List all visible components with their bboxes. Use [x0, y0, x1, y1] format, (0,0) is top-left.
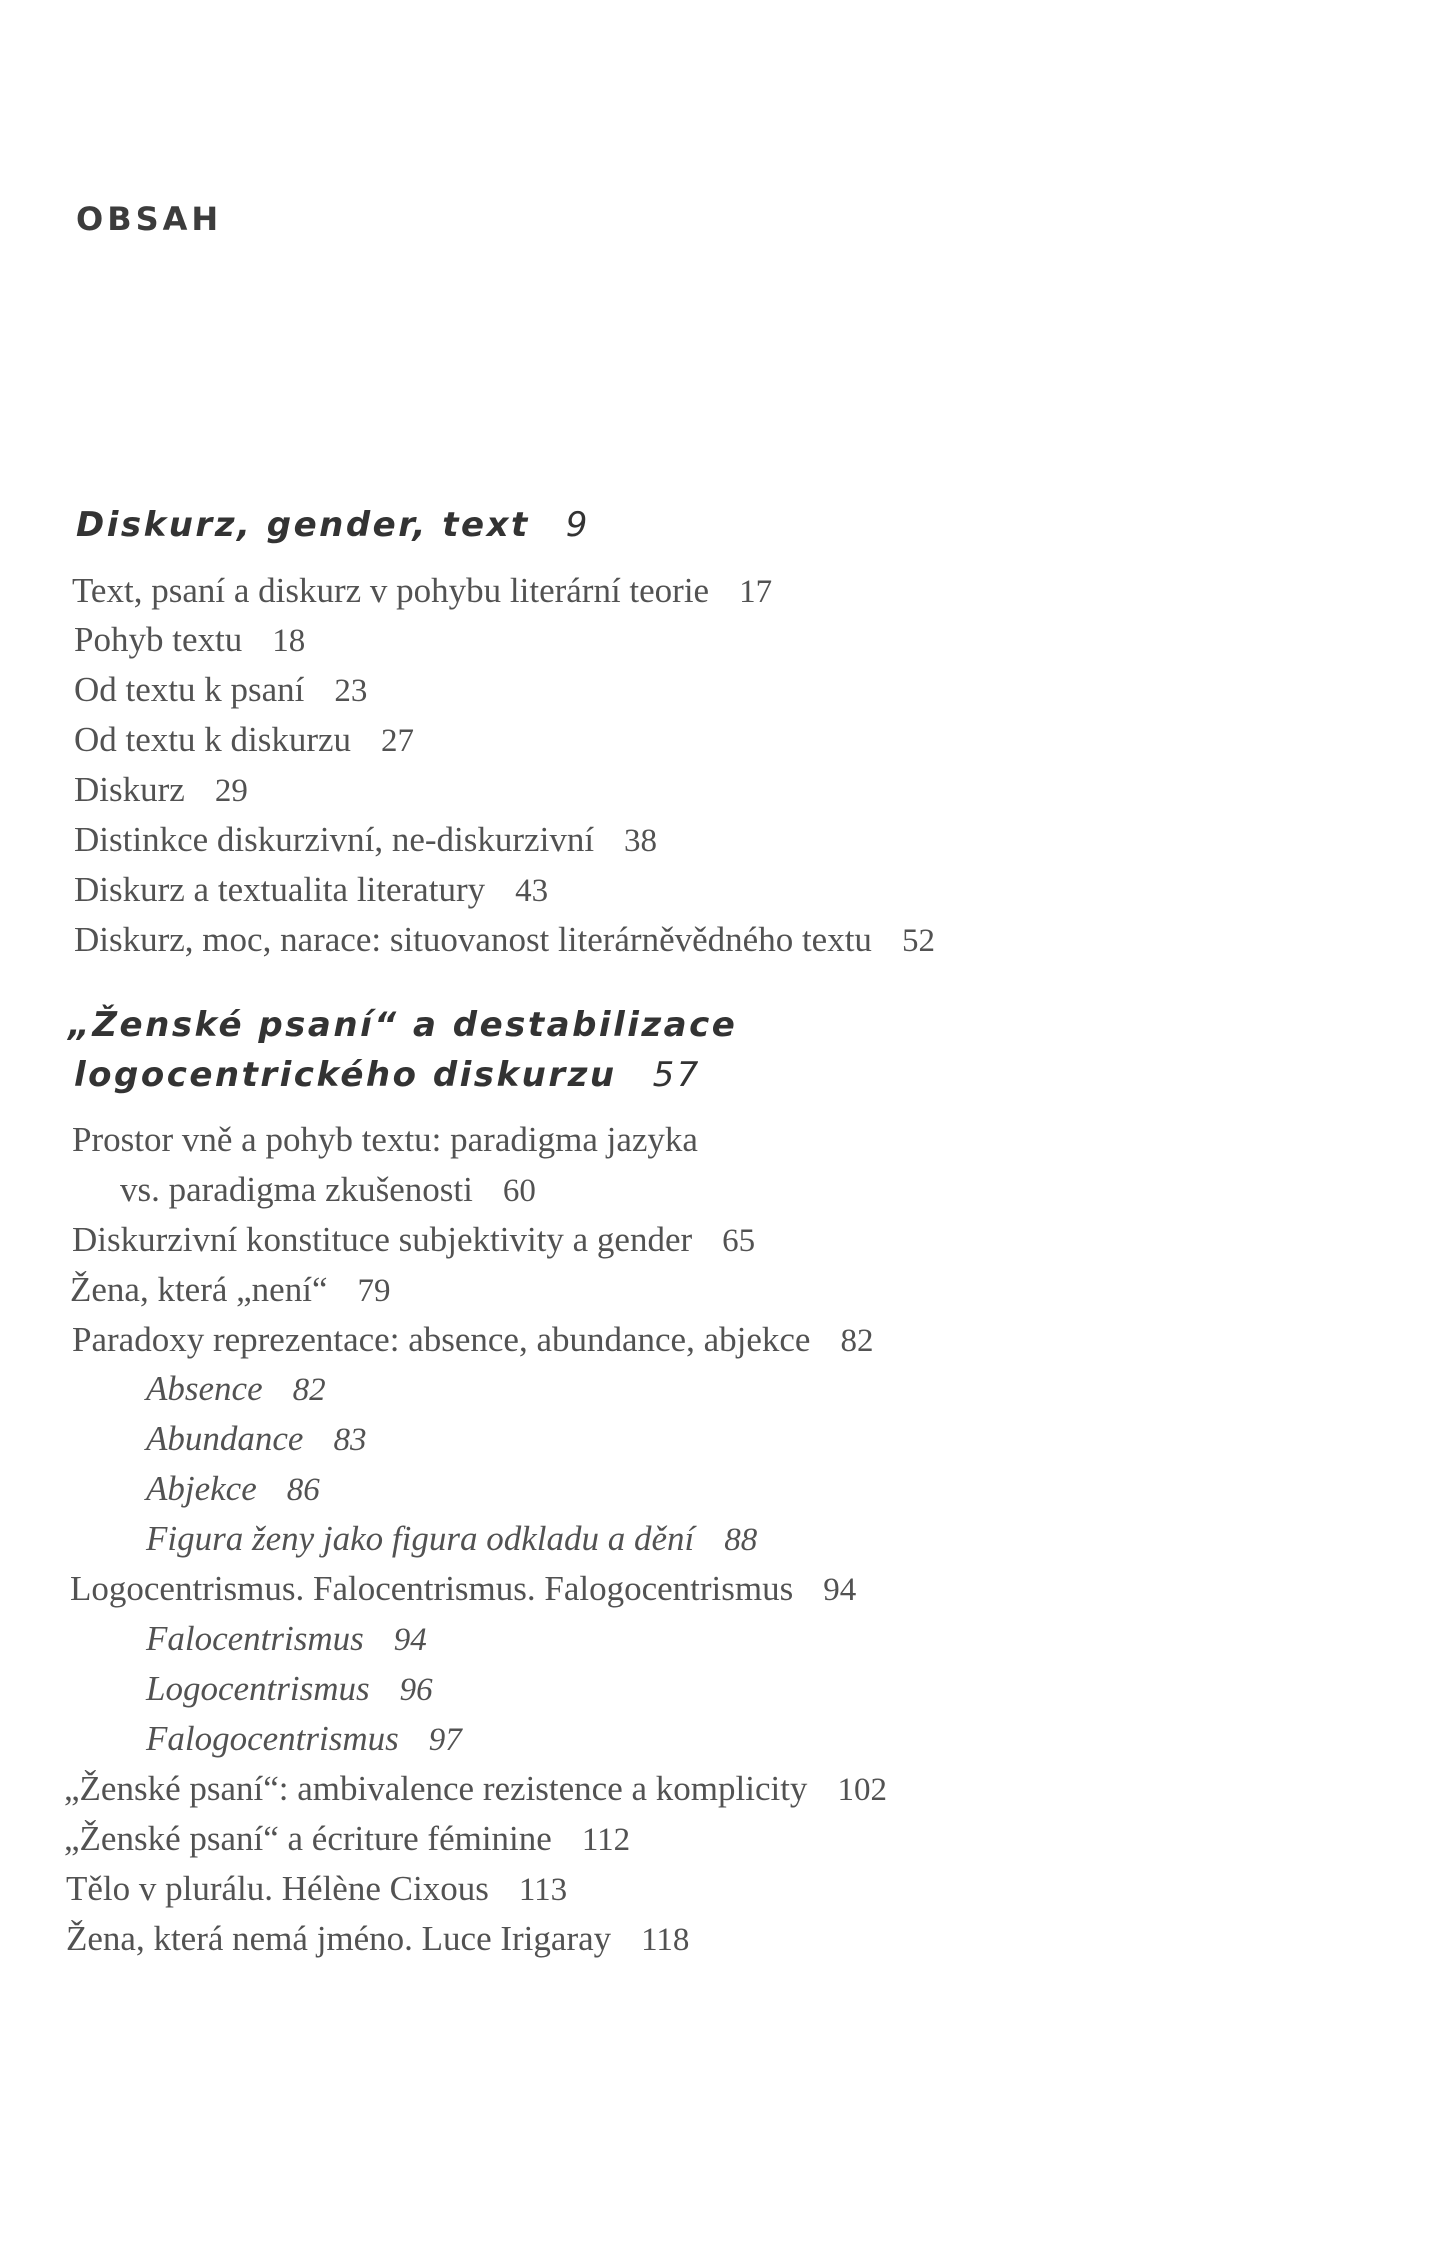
toc-entry-title: Distinkce diskurzivní, ne-diskurzivní	[74, 820, 595, 859]
section-title-2-line1	[68, 1005, 738, 1045]
toc-entry-title: Tělo v plurálu. Hélène Cixous	[66, 1869, 489, 1908]
toc-subentry	[146, 1621, 427, 1657]
toc-entry-page: 97	[428, 1722, 462, 1758]
toc-entry-title: Absence	[146, 1369, 263, 1408]
toc-entry	[66, 1871, 567, 1907]
toc-entry-page: 94	[823, 1572, 857, 1608]
toc-entry-title: Diskurz a textualita literatury	[74, 870, 486, 909]
toc-entry-continuation	[120, 1172, 536, 1208]
toc-entry	[72, 573, 772, 609]
toc-entry-title: Abjekce	[146, 1469, 257, 1508]
toc-entry-title: Text, psaní a diskurz v pohybu literární teorie	[72, 571, 710, 610]
toc-entry	[74, 872, 548, 908]
toc-entry-page: 38	[624, 823, 658, 859]
toc-entry	[74, 622, 305, 658]
toc-entry-title: Logocentrismus. Falocentrismus. Falogocentrismus	[70, 1569, 794, 1608]
toc-entry-page: 82	[292, 1372, 326, 1408]
toc-entry-title: Prostor vně a pohyb textu: paradigma jazyka	[72, 1120, 698, 1159]
toc-entry-page: 113	[518, 1872, 568, 1908]
section-title-text: logocentrického diskurzu	[74, 1055, 617, 1095]
toc-entry-page: 94	[393, 1622, 427, 1658]
toc-entry-title: Diskurz	[74, 770, 185, 809]
toc-entry-page: 118	[641, 1922, 690, 1958]
toc-entry-page: 17	[739, 574, 773, 610]
toc-entry-title: Diskurz, moc, narace: situovanost literárněvědného textu	[74, 920, 872, 959]
toc-entry-title: „Ženské psaní“: ambivalence rezistence a komplicity	[64, 1769, 808, 1808]
toc-entry	[72, 1322, 873, 1358]
toc-entry-title: Paradoxy reprezentace: absence, abundance, abjekce	[72, 1320, 811, 1359]
toc-entry	[74, 822, 657, 858]
toc-entry-page: 86	[286, 1472, 320, 1508]
toc-entry-title: Žena, která nemá jméno. Luce Irigaray	[66, 1919, 612, 1958]
toc-entry	[74, 722, 414, 758]
toc-entry	[72, 1122, 698, 1157]
toc-subentry	[146, 1371, 326, 1407]
toc-entry-page: 65	[722, 1223, 756, 1259]
toc-entry-page: 52	[901, 923, 935, 959]
toc-entry	[74, 922, 935, 958]
toc-entry	[72, 1222, 755, 1258]
toc-entry-title: Falocentrismus	[146, 1619, 364, 1658]
toc-entry-page: 18	[272, 623, 306, 659]
toc-entry-title: Falogocentrismus	[146, 1719, 399, 1758]
toc-entry-page: 29	[214, 773, 248, 809]
toc-entry-title: Pohyb textu	[74, 620, 243, 659]
toc-entry-page: 43	[515, 873, 549, 909]
section-title-1	[76, 505, 590, 545]
toc-entry	[64, 1821, 630, 1857]
toc-entry-page: 23	[334, 673, 368, 709]
toc-entry-page: 96	[399, 1672, 433, 1708]
toc-entry	[70, 1571, 856, 1607]
toc-subentry	[146, 1471, 320, 1507]
toc-entry	[64, 1771, 887, 1807]
toc-entry-title: Logocentrismus	[146, 1669, 370, 1708]
toc-entry-title: Žena, která „není“	[70, 1270, 328, 1309]
section-title-text: „Ženské psaní“ a destabilizace	[68, 1005, 738, 1045]
toc-entry	[66, 1921, 689, 1957]
toc-subentry	[146, 1521, 757, 1557]
toc-entry-title: Od textu k diskurzu	[74, 720, 352, 759]
section-page-number: 9	[565, 505, 590, 545]
toc-entry-title: Abundance	[146, 1419, 304, 1458]
toc-entry-page: 102	[837, 1772, 887, 1808]
toc-entry-title: Figura ženy jako figura odkladu a dění	[146, 1519, 695, 1558]
toc-entry-page: 88	[724, 1522, 758, 1558]
section-title-2-line2	[74, 1055, 701, 1095]
toc-entry-page: 83	[333, 1422, 367, 1458]
toc-entry-page: 27	[381, 723, 415, 759]
toc-entry-page: 112	[581, 1822, 631, 1858]
toc-subentry	[146, 1671, 433, 1707]
toc-entry	[74, 772, 248, 808]
toc-entry-title: „Ženské psaní“ a écriture féminine	[64, 1819, 552, 1858]
toc-subentry	[146, 1721, 462, 1757]
toc-entry-title: Diskurzivní konstituce subjektivity a gender	[72, 1220, 693, 1259]
toc-entry-page: 79	[357, 1273, 391, 1309]
toc-entry-page: 82	[840, 1323, 874, 1359]
toc-entry	[70, 1272, 390, 1308]
section-title-text: Diskurz, gender, text	[76, 505, 530, 545]
toc-subentry	[146, 1421, 366, 1457]
toc-entry	[74, 672, 367, 708]
toc-entry-title: Od textu k psaní	[74, 670, 305, 709]
toc-entry-page: 60	[502, 1173, 536, 1209]
section-page-number: 57	[652, 1055, 701, 1095]
page-heading: OBSAH	[76, 200, 223, 238]
toc-entry-title: vs. paradigma zkušenosti	[120, 1170, 473, 1209]
